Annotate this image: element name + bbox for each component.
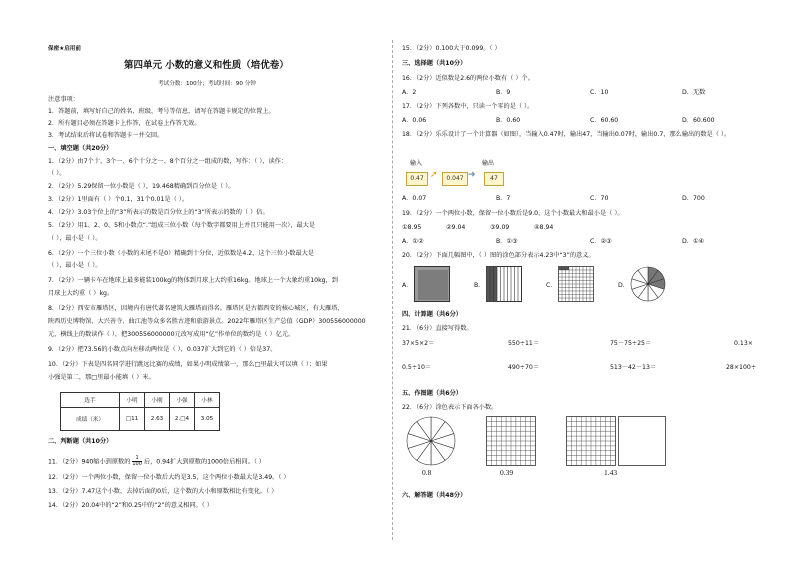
- figure-c-grid: [558, 266, 594, 302]
- exam-meta: 考试分数：100分；考试时间：90 分钟: [158, 81, 256, 87]
- question-line: [48, 456, 265, 467]
- question-line: 12．（2分）一个两位小数，保留一位小数后大约是3.5，这个两位小数最大是3.49。（ ）: [48, 474, 290, 481]
- figure-b-bars: [486, 266, 522, 302]
- option: B．7: [496, 195, 511, 202]
- section-judge: 二、判断题（共10分）: [48, 438, 113, 445]
- question-line: 陕西历史博物馆、大兴善寺、曲江池等众多名胜古迹和旅游景点。2022年雁塔区生产总值（GDP）300556000000: [48, 318, 366, 325]
- calc-item: 37×5×2＝: [402, 340, 435, 347]
- option: ③9.09: [490, 224, 510, 231]
- question-line: 1．（2分）由7个十、3个一、6个十分之一、8个百分之一组成的数，写作：（ ），读作：: [48, 158, 288, 165]
- calc-item: 0.13×: [734, 340, 753, 347]
- option: B．9: [496, 89, 511, 96]
- section-choice: 三、选择题（共10分）: [402, 60, 467, 67]
- section-answer: 六、解答题（共48分）: [402, 492, 467, 499]
- option: C．70: [590, 195, 609, 202]
- exam-title: 第四单元 小数的意义和性质（培优卷）: [124, 60, 289, 71]
- option: C．10: [590, 89, 609, 96]
- note-line: 3．考试结束后将试卷和答题卡一并交回。: [48, 132, 164, 139]
- table-cell: 3.05: [195, 408, 220, 431]
- option: B．: [474, 282, 485, 289]
- table-header: 小刚: [145, 393, 170, 408]
- option: D．: [618, 282, 629, 289]
- calc-item: 28×100÷: [726, 364, 757, 371]
- draw-circle: [406, 416, 456, 466]
- figure-a-grey-square: [414, 266, 450, 302]
- section-calc: 四、计算题（共6分）: [402, 311, 462, 318]
- option: A．2: [402, 89, 417, 96]
- question-line: 4．（2分）3.03个位上的“3”所表示的数是百分位上的“3”所表示的数的（ ）倍。: [48, 209, 269, 216]
- question-text: 后，0.94扩大到原数的1000倍后相同。（ ）: [143, 458, 266, 466]
- question-line: （ ），最小是（ ）。: [48, 262, 102, 269]
- option: D．①④: [682, 238, 705, 245]
- question-line: 8．（2分）西安市雁塔区，因境内有唐代著名建筑大雁塔而得名。雁塔区是古都西安的核心城区，有大雁塔、: [48, 305, 344, 312]
- question-line: 18．（2分）乐乐设计了一个计算器（如图），当输入0.47时，输出47，当输出0.07时，输出0.7，那么输出的数是（ ）。: [402, 131, 731, 138]
- question-line: 20．（2分）下面几幅图中，（ ）图的涂色部分表示4.23中“3”的意义。: [402, 252, 595, 259]
- question-line: 16．（2分）近似数是2.6的两位小数有（ ）个。: [402, 75, 534, 82]
- question-line: （ ）。: [48, 170, 66, 177]
- question-line: 5．（2分）用1、2、0、5和小数点“.”组成三位小数（每个数字都要用上并且只能用一次），最大是: [48, 222, 316, 229]
- calc-item: 75－75÷25＝: [610, 340, 652, 347]
- arrow-right-icon: ➜: [468, 170, 476, 180]
- question-text: 11．（2分）940缩小到原数的: [48, 458, 131, 466]
- table-header: 小强: [170, 393, 195, 408]
- option: ④8.94: [534, 224, 554, 231]
- up-arrow-icon: ➚: [430, 170, 438, 180]
- question-line: 元，横线上的数读作（ ），把300556000000元改写成用“亿”作单位的数约是（ ）亿元。: [48, 331, 295, 338]
- draw-squares: [566, 416, 666, 466]
- option: C．: [546, 282, 557, 289]
- option: B．0.60: [496, 117, 521, 124]
- section-fill: 一、填空题（共20分）: [48, 145, 113, 152]
- question-line: 14．（2分）20.04中的“2”和0.25中的“2”的意义相同。（ ）: [48, 502, 213, 509]
- draw-label: 1.43: [604, 468, 618, 477]
- note-line: 1．答题前，填写好自己的姓名、班级、考号等信息，请写在答题卡规定的位置上。: [48, 108, 275, 115]
- question-line: 21．（6分）直接写得数。: [402, 325, 473, 332]
- question-line: 19．（2分）一个两位小数，保留一位小数后是9.0，这个小数最大和最小是（ ）。: [402, 210, 624, 217]
- question-line: 13．（2分）7.47这个小数，去掉后面的0后，这个数的大小和原数相比有变化。（ ）: [48, 488, 278, 495]
- table-header: 小林: [195, 393, 220, 408]
- figure-d-circle: [630, 266, 666, 302]
- option: B．①③: [496, 238, 518, 245]
- question-line: 月球上大约重（ ）kg。: [48, 290, 114, 297]
- question-line: 22．（6分）涂色表示下面各小数。: [402, 404, 498, 411]
- table-header: 选手: [61, 393, 120, 408]
- option: C．②③: [590, 238, 612, 245]
- option: D．无数: [682, 89, 706, 96]
- calc-item: 490÷70＝: [508, 364, 540, 371]
- note-line: 2．所有题目必须在答题卡上作答，在试卷上作答无效。: [48, 120, 201, 127]
- output-label: 输出: [482, 160, 495, 167]
- option: C．60.60: [590, 117, 619, 124]
- output-value: 47: [484, 172, 504, 186]
- draw-label: 0.8: [422, 468, 432, 477]
- question-line: 小强是第二，那□里最小能填（ ）米。: [48, 374, 155, 381]
- middle-value: 0.047: [442, 172, 468, 186]
- question-line: 17．（2分）下列各数中，只读一个零的是（ ）。: [402, 103, 534, 110]
- table-cell: 2.63: [145, 408, 170, 431]
- calc-item: 0.5÷10＝: [402, 364, 432, 371]
- table-row-label: 成绩（米）: [61, 408, 120, 431]
- question-line: 10．（2分）下表是四名同学进行跳远比赛的成绩，如果小明成绩第一，那么□里最大可以填（ ）；如果: [48, 361, 328, 368]
- confidential-label: 保密★启用前: [48, 46, 81, 52]
- question-line: 9．（2分）把73.56的小数点向左移动两位是（ ），0.037扩大到它的（ ）倍是37。: [48, 346, 277, 353]
- option: A．0.07: [402, 195, 427, 202]
- fraction-denominator: 100: [132, 461, 142, 467]
- option: A．: [402, 282, 413, 289]
- option: A．①②: [402, 238, 424, 245]
- question-line: 7．（2分）一辆卡车在地球上最多能装100kg的物体到月球上大约重16kg。地球上一个大象约重10kg，到: [48, 277, 338, 284]
- input-value: 0.47: [406, 172, 428, 186]
- draw-label: 0.39: [500, 468, 514, 477]
- question-line: 2．（2分）5.29保留一位小数是（ ），19.468精确到百分位是（ ）。: [48, 183, 235, 190]
- calc-item: 513－42－13＝: [610, 364, 657, 371]
- table-header: 小明: [120, 393, 145, 408]
- question-line: 6．（2分）一个三位小数（小数的末尾不是0）精确到十分位，近似数是4.2，这个三位小数最大是: [48, 250, 315, 257]
- option: ①8.95: [402, 224, 422, 231]
- option: ②9.04: [446, 224, 466, 231]
- left-column: [38, 0, 383, 562]
- section-draw: 五、作图题（共6分）: [402, 390, 462, 397]
- question-line: 3．（2分）1里面有（ ）个0.1，31个0.01是（ ）。: [48, 196, 189, 203]
- fraction: [132, 456, 142, 467]
- table-cell: □11: [120, 408, 145, 431]
- calculator-machine: [406, 158, 516, 188]
- column-divider: [392, 40, 393, 540]
- notes-heading: 注意事项：: [48, 96, 79, 103]
- option: D．60.600: [682, 117, 715, 124]
- option: A．0.06: [402, 117, 427, 124]
- question-line: 15．（2分）0.100大于0.099。（ ）: [402, 45, 501, 52]
- score-table: [60, 392, 220, 431]
- question-line: （ ），最小是（ ）。: [48, 235, 102, 242]
- option: D．700: [682, 195, 705, 202]
- input-label: 输入: [410, 160, 423, 167]
- draw-grid: [486, 416, 536, 466]
- right-column: [400, 0, 770, 562]
- table-cell: 2.□4: [170, 408, 195, 431]
- fraction-numerator: 1: [132, 456, 142, 462]
- calc-item: 550÷11＝: [508, 340, 540, 347]
